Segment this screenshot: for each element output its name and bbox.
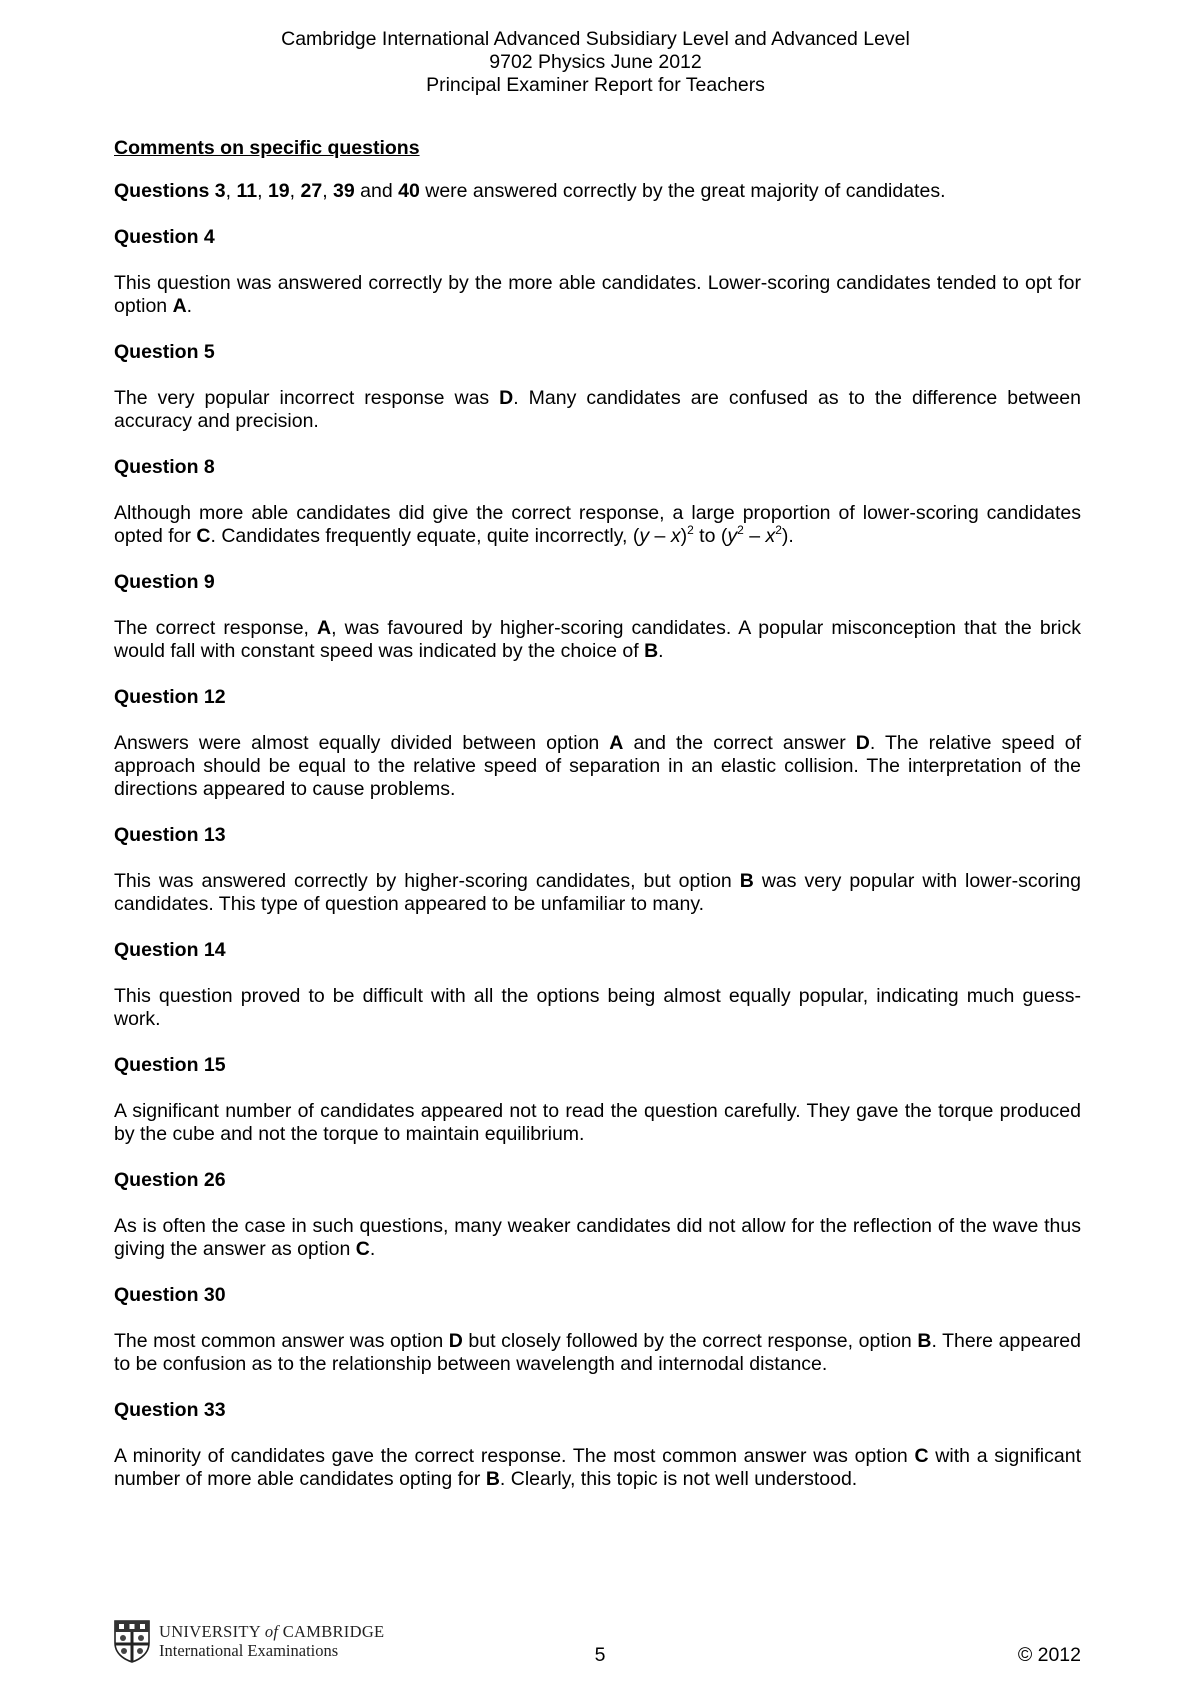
option-letter: A — [609, 732, 624, 754]
question-comment — [114, 502, 1081, 548]
cambridge-crest-icon — [113, 1619, 151, 1663]
question-heading: Question 15 — [114, 1054, 226, 1076]
comment-text: This question proved to be difficult with all the options being almost equally popular, indicating much guess-work. — [114, 985, 1081, 1030]
logo-of: of — [264, 1622, 279, 1641]
option-letter: C — [196, 525, 211, 547]
question-comment — [114, 1445, 1081, 1491]
intro-paragraph — [114, 180, 1081, 203]
math-exponent: 2 — [737, 523, 744, 537]
question-comment — [114, 387, 1081, 433]
comment-text: to ( — [693, 525, 728, 547]
comment-text: This was answered correctly by higher-scoring candidates, but option — [114, 870, 740, 892]
question-comment — [114, 985, 1081, 1031]
intro-q19: 19 — [267, 180, 290, 202]
comment-text: A minority of candidates gave the correct response. The most common answer was option — [114, 1445, 915, 1467]
logo-wordmark — [159, 1622, 384, 1660]
question-heading: Question 30 — [114, 1284, 226, 1306]
option-letter: C — [355, 1238, 370, 1260]
question-comment — [114, 1330, 1081, 1376]
comment-text: was very popular with lower-scoring candidates. This type of question appeared to be unfamiliar to many. — [114, 870, 1081, 915]
comment-text: and the correct answer — [623, 732, 856, 754]
option-letter: D — [855, 732, 870, 754]
comment-text: , was favoured by higher-scoring candidates. A popular misconception that the brick would fall with constant speed was indicated by the choice of — [114, 617, 1081, 662]
question-heading: Question 14 — [114, 939, 226, 961]
logo-university: UNIVERSITY — [159, 1622, 261, 1641]
option-letter: D — [499, 387, 514, 409]
intro-q39: 39 — [333, 180, 355, 202]
comment-text: . Many candidates are confused as to the difference between accuracy and precision. — [114, 387, 1081, 432]
comment-text: . Clearly, this topic is not well understood. — [499, 1468, 858, 1490]
option-letter: C — [914, 1445, 929, 1467]
intro-sep: , — [225, 180, 237, 202]
question-heading: Question 12 — [114, 686, 226, 708]
intro-q40: 40 — [398, 180, 420, 202]
comment-text: Although more able candidates did give the correct response, a large proportion of lower-scoring candidates opted for — [114, 502, 1081, 547]
comment-text: . There appeared to be confusion as to the relationship between wavelength and internodal distance. — [114, 1330, 1081, 1375]
question-comment — [114, 1100, 1081, 1146]
copyright-notice: © 2012 — [1017, 1644, 1081, 1666]
intro-prefix: Questions — [114, 180, 210, 202]
question-heading: Question 8 — [114, 456, 215, 478]
question-heading: Question 5 — [114, 341, 215, 363]
comment-text: The correct response, — [114, 617, 318, 639]
math-exponent: 2 — [687, 523, 694, 537]
option-letter: D — [448, 1330, 463, 1352]
question-heading: Question 9 — [114, 571, 215, 593]
comment-text: As is often the case in such questions, many weaker candidates did not allow for the reflection of the wave thus giving the answer as option — [114, 1215, 1081, 1260]
comment-text: A significant number of candidates appeared not to read the question carefully. They gave the torque produced by the cube and not the torque to maintain equilibrium. — [114, 1100, 1081, 1145]
comment-text: . The relative speed of approach should be equal to the relative speed of separation in an elastic collision. The interpretation of the directions appeared to cause problems. — [114, 732, 1081, 800]
report-body — [114, 137, 1081, 1514]
question-comment — [114, 732, 1081, 801]
page-number: 5 — [594, 1644, 606, 1666]
comment-text: Answers were almost equally divided between option — [114, 732, 610, 754]
comment-text: . — [186, 295, 193, 317]
math-operator: – — [743, 525, 766, 547]
cambridge-logo — [113, 1619, 384, 1663]
question-comment — [114, 272, 1081, 318]
section-title: Comments on specific questions — [114, 137, 420, 159]
intro-q27: 27 — [300, 180, 323, 202]
comment-text: with a significant number of more able candidates opting for — [114, 1445, 1081, 1490]
comment-text: but closely followed by the correct response, option — [462, 1330, 918, 1352]
question-heading: Question 33 — [114, 1399, 226, 1421]
option-letter: B — [644, 640, 659, 662]
intro-sep: , — [257, 180, 268, 202]
comment-text: ). — [781, 525, 794, 547]
header-line-2: 9702 Physics June 2012 — [489, 51, 702, 73]
option-letter: B — [739, 870, 754, 892]
comment-text: . — [369, 1238, 376, 1260]
option-letter: A — [172, 295, 187, 317]
comment-text: The very popular incorrect response was — [114, 387, 500, 409]
math-variable: x — [670, 525, 681, 547]
intro-sep: , — [289, 180, 301, 202]
math-bracket: ) — [680, 525, 688, 547]
intro-and: and — [354, 180, 399, 202]
logo-cambridge: CAMBRIDGE — [282, 1622, 385, 1641]
intro-rest: were answered correctly by the great majority of candidates. — [419, 180, 946, 202]
comment-text: This question was answered correctly by the more able candidates. Lower-scoring candidates tended to opt for option — [114, 272, 1081, 317]
question-comment — [114, 1215, 1081, 1261]
header-line-3: Principal Examiner Report for Teachers — [426, 74, 765, 96]
math-exponent: 2 — [775, 523, 782, 537]
math-variable: y — [639, 525, 650, 547]
option-letter: B — [485, 1468, 500, 1490]
logo-line-2: International Examinations — [159, 1641, 339, 1660]
comment-text: The most common answer was option — [114, 1330, 449, 1352]
question-heading: Question 4 — [114, 226, 215, 248]
option-letter: B — [917, 1330, 932, 1352]
comment-text: . Candidates frequently equate, quite incorrectly, ( — [210, 525, 640, 547]
intro-q11: 11 — [236, 180, 258, 202]
math-variable: y — [727, 525, 738, 547]
page-header — [0, 28, 1191, 97]
header-line-1: Cambridge International Advanced Subsidiary Level and Advanced Level — [281, 28, 910, 50]
question-heading: Question 13 — [114, 824, 226, 846]
intro-sep: , — [322, 180, 334, 202]
question-comment — [114, 617, 1081, 663]
logo-line-1 — [159, 1622, 384, 1641]
option-letter: A — [317, 617, 332, 639]
question-comment — [114, 870, 1081, 916]
intro-q3: 3 — [214, 180, 226, 202]
math-operator: – — [649, 525, 671, 547]
comment-text: . — [658, 640, 664, 662]
question-heading: Question 26 — [114, 1169, 226, 1191]
math-variable: x — [765, 525, 776, 547]
